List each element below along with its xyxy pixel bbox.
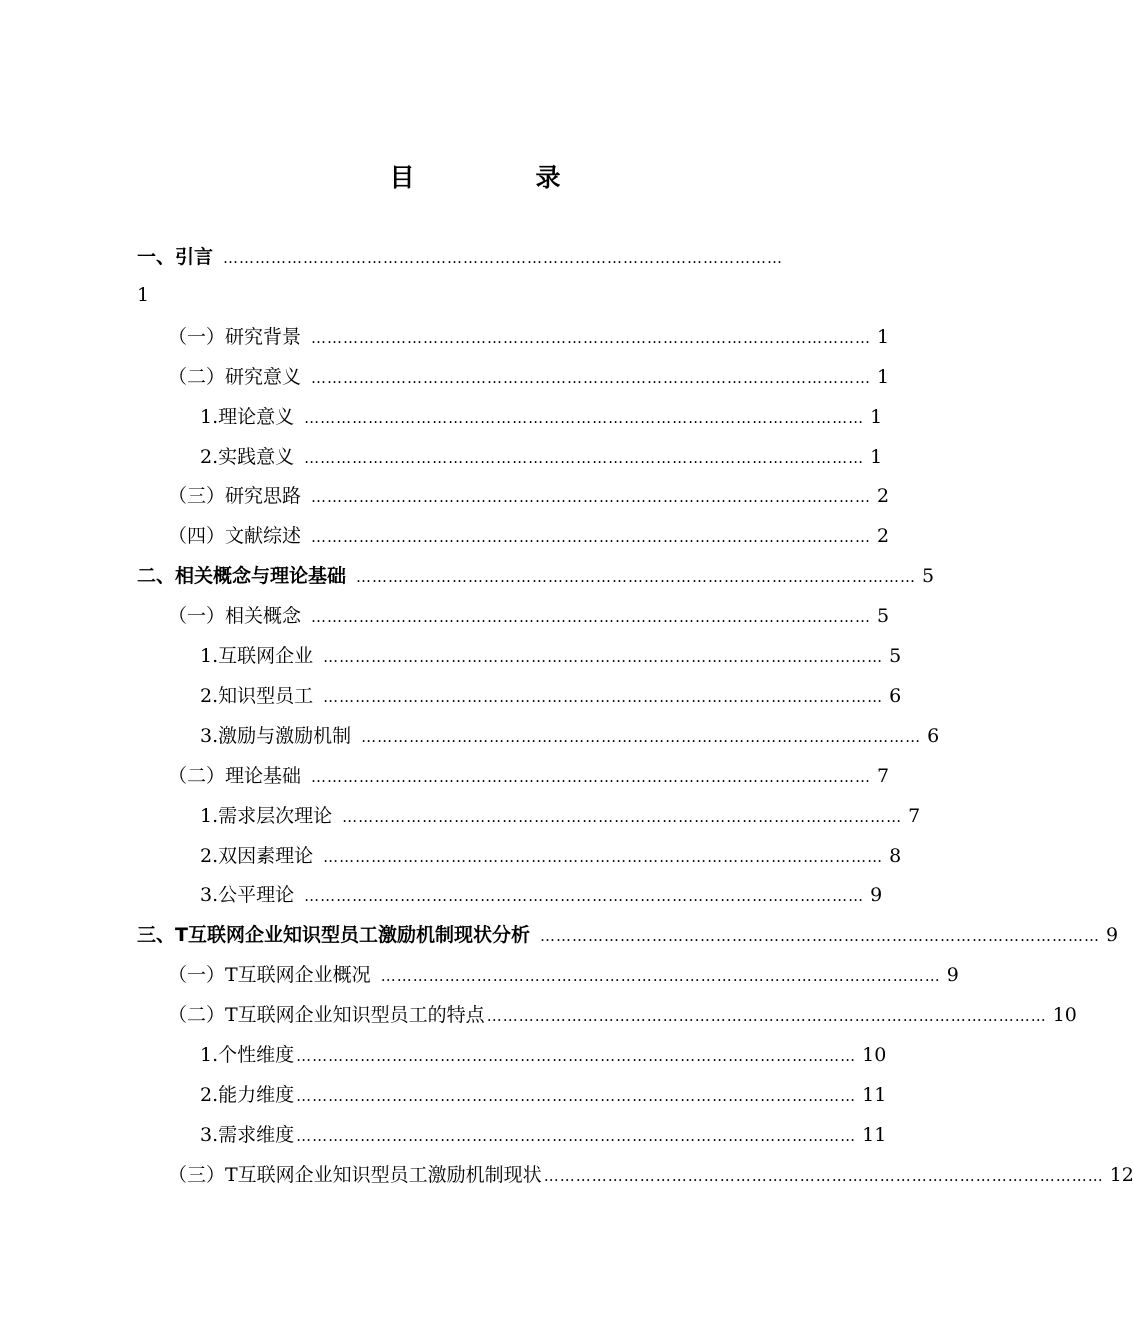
toc-entry-page: 2 [877,485,890,507]
toc-entry-page: 12 [1109,1164,1134,1186]
toc-entry-label: （三）研究思路 [168,485,302,507]
toc-entry-page: 5 [877,605,890,627]
dot-leader: …………………………………………………………………………………………… [296,1047,857,1065]
dot-leader: …………………………………………………………………………………………… [296,1127,857,1145]
toc-entry[interactable] [200,841,902,871]
dot-leader: …………………………………………………………………………………………… [361,728,922,746]
toc-entry-page: 9 [1105,924,1119,946]
toc-entry-label: 3.激励与激励机制 [200,725,352,747]
toc-entry[interactable] [200,880,883,910]
toc-entry-label: （一）相关概念 [168,605,302,627]
dot-leader: …………………………………………………………………………………………… [311,369,872,387]
toc-entry[interactable] [200,1120,887,1150]
toc-entry-label: 2.能力维度 [200,1084,295,1106]
toc-entry-page: 6 [889,685,902,707]
toc-entry-page: 10 [862,1044,887,1066]
toc-entry-page: 10 [1052,1004,1077,1026]
toc-entry-label: （二）T互联网企业知识型员工的特点 [168,1004,485,1026]
toc-entry-page: 8 [889,845,902,867]
toc-entry[interactable] [200,801,921,831]
toc-entry-label: 三、T互联网企业知识型员工激励机制现状分析 [137,924,530,946]
toc-entry[interactable] [168,601,890,631]
toc-entry[interactable] [200,402,883,432]
toc-entry-label: 1.互联网企业 [200,645,314,667]
toc-entry-page: 5 [922,565,935,587]
toc-entry[interactable] [200,721,940,751]
toc-entry-label: 2.知识型员工 [200,685,314,707]
dot-leader: …………………………………………………………………………………………… [543,1167,1104,1185]
dot-leader: …………………………………………………………………………………………… [311,329,872,347]
dot-leader: …………………………………………………………………………………………… [223,249,784,267]
toc-entry-page: 1 [877,326,890,348]
toc-entry[interactable] [200,641,902,671]
dot-leader: …………………………………………………………………………………………… [323,848,884,866]
dot-leader: …………………………………………………………………………………………… [486,1007,1047,1025]
toc-entry-label: 1.理论意义 [200,406,295,428]
dot-leader: …………………………………………………………………………………………… [311,488,872,506]
toc-entry[interactable] [200,1080,887,1110]
toc-entry-label: 3.需求维度 [200,1124,295,1146]
dot-leader: …………………………………………………………………………………………… [311,528,872,546]
dot-leader: …………………………………………………………………………………………… [323,688,884,706]
toc-entry-page: 9 [946,964,959,986]
toc-entry-label: （二）研究意义 [168,366,302,388]
dot-leader: …………………………………………………………………………………………… [380,967,941,985]
dot-leader: …………………………………………………………………………………………… [311,608,872,626]
toc-entry-page: 6 [927,725,940,747]
toc-entry[interactable] [200,681,902,711]
toc-entry[interactable] [168,1000,1077,1030]
dot-leader: …………………………………………………………………………………………… [311,768,872,786]
toc-entry-page: 1 [877,366,890,388]
dot-leader: …………………………………………………………………………………………… [304,887,865,905]
dot-leader: …………………………………………………………………………………………… [296,1087,857,1105]
toc-entry-page: 7 [908,805,921,827]
dot-leader: …………………………………………………………………………………………… [323,648,884,666]
toc-entry-label: （三）T互联网企业知识型员工激励机制现状 [168,1164,542,1186]
toc-entry[interactable] [168,1160,1134,1190]
toc-entry[interactable] [168,761,890,791]
dot-leader: …………………………………………………………………………………………… [539,927,1100,945]
toc-entry-label: （二）理论基础 [168,765,302,787]
toc-entry[interactable] [168,960,959,990]
toc-entry[interactable] [137,920,1119,950]
toc-entry-label: 3.公平理论 [200,884,295,906]
toc-entry-label: 二、相关概念与理论基础 [137,565,347,587]
toc-entry-label: （四）文献综述 [168,525,302,547]
toc-entry-label: 2.双因素理论 [200,845,314,867]
toc-title: 目 录 [389,163,609,192]
toc-entry-label: （一）研究背景 [168,326,302,348]
toc-entry[interactable] [200,442,883,472]
dot-leader: …………………………………………………………………………………………… [304,449,865,467]
toc-entry-page: 7 [877,765,890,787]
toc-entry-page: 1 [870,446,883,468]
toc-entry[interactable] [168,322,890,352]
dot-leader: …………………………………………………………………………………………… [342,808,903,826]
dot-leader: …………………………………………………………………………………………… [356,568,917,586]
toc-entry-page: 5 [889,645,902,667]
toc-entry-page: 9 [870,884,883,906]
toc-entry-page: 11 [862,1084,887,1106]
toc-entry[interactable] [137,561,935,591]
toc-entry-page: 11 [862,1124,887,1146]
toc-entry[interactable] [200,1040,887,1070]
toc-entry[interactable] [137,242,850,272]
toc-entry[interactable] [168,481,890,511]
toc-entry-label: 一、引言 [137,246,214,268]
dot-leader: …………………………………………………………………………………………… [304,409,865,427]
toc-entry-label: （一）T互联网企业概况 [168,964,371,986]
toc-entry-page: 1 [137,284,150,306]
toc-entry-page: 2 [877,525,890,547]
toc-entry-label: 1.需求层次理论 [200,805,333,827]
toc-entry[interactable] [168,521,890,551]
toc-entry-label: 2.实践意义 [200,446,295,468]
toc-entry[interactable] [168,362,890,392]
toc-entry-page: 1 [870,406,883,428]
toc-entry-label: 1.个性维度 [200,1044,295,1066]
